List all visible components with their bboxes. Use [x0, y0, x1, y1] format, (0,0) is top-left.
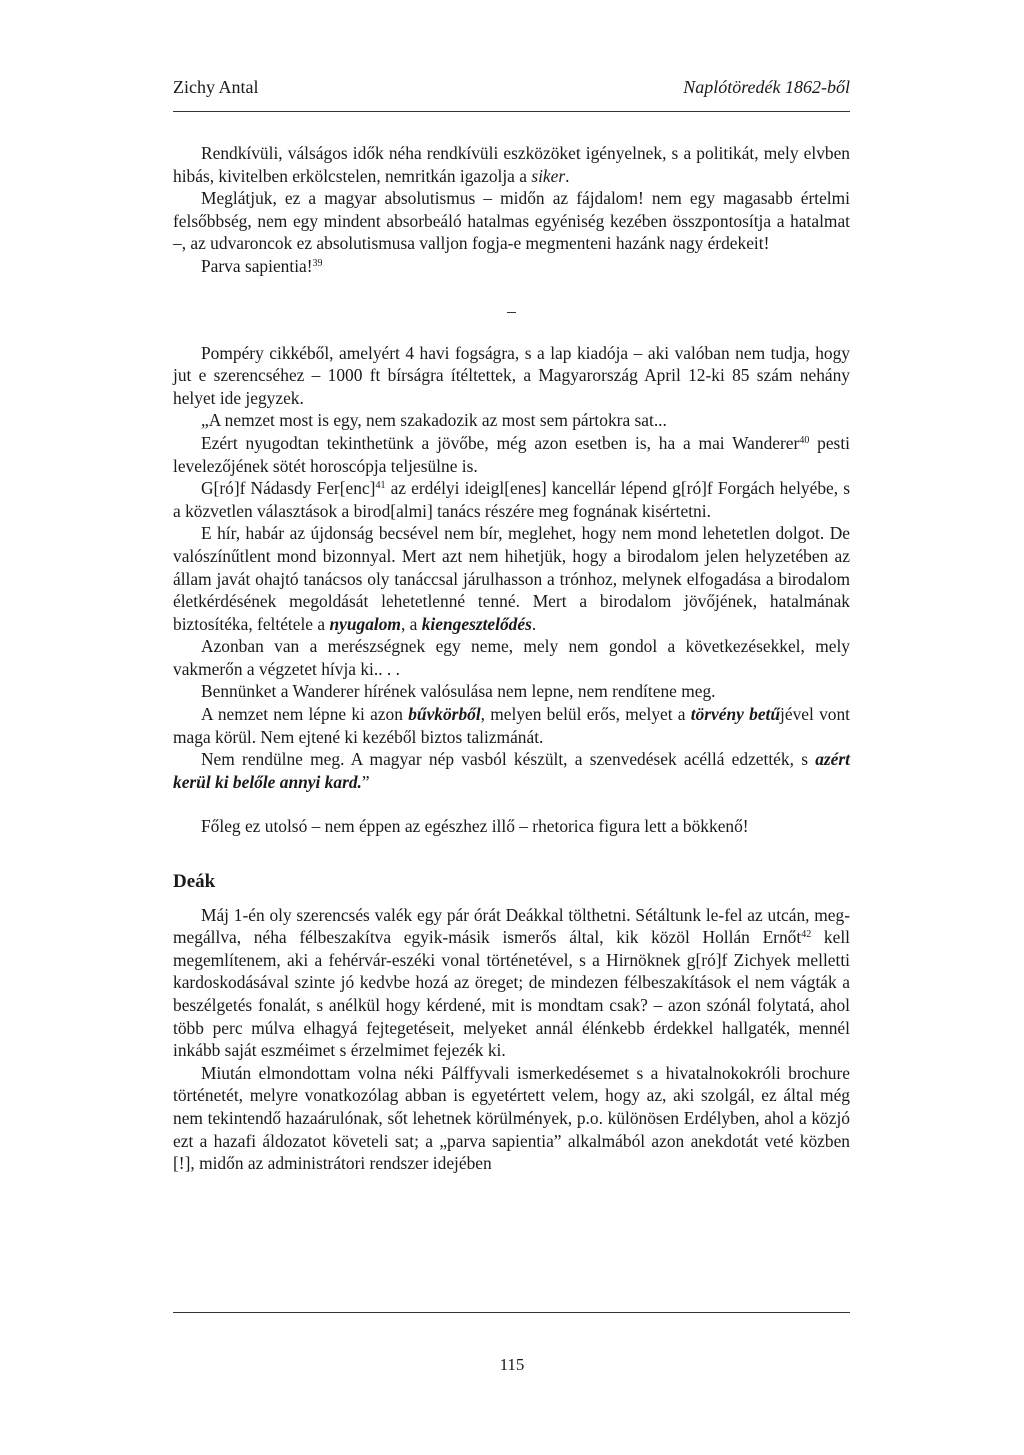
paragraph: Bennünket a Wanderer hírének valósulása nem lepne, nem rendítene meg.	[201, 681, 716, 702]
paragraph: Miután elmondottam volna néki Pálffyvali ismerkedésemet s a hivatalnokokróli brochure történetét, melyre vonatkozólag abban is egyetértett velem, hogy az, aki szolgál, ez által még nem tekintendő hazaárulónak, sőt lehetnek körülmények, p.o. különösen Erdélyben, ahol a közjó ezt a hazafi áldozatot követeli sat; a „parva sapientia” alkalmából azon anekdotát veté közben [!], midőn az administrátori rendszer idejében	[173, 1062, 850, 1174]
paragraph: Pompéry cikkéből, amelyért 4 havi fogságra, s a lap kiadója – aki valóban nem tudja, hogy jut e szerencséhez – 1000 ft bírságra ítéltettek, a Magyarország April 12-ki 85 szám nehány helyet ide jegyzek.	[173, 342, 850, 408]
header-divider	[173, 111, 850, 112]
body-text	[173, 142, 850, 1175]
paragraph: „A nemzet most is egy, nem szakadozik az most sem pártokra sat...	[201, 410, 667, 431]
paragraph: E hír, habár az újdonság becsével nem bír, meglehet, hogy nem mond lehetetlen dolgot. De valószínűtlent mond bizonnyal. Mert azt nem hihetjük, hogy a birodalom jelen helyzetében az állam javát ohajtó tanácsos oly tanáccsal járulhasson a trónhoz, melynek elfogadása a birodalom életkérdésének megoldását lehetetlenné tenné. Mert a birodalom jövőjének, hatalmának biztosítéka, feltétele a nyugalom, a kiengesztelődés.	[173, 523, 850, 634]
paragraph: Ezért nyugodtan tekinthetünk a jövőbe, még azon esetben is, ha a mai Wanderer$^{40}$ pesti levelezőjének sötét horoscópja teljesülne is.	[173, 432, 850, 476]
paragraph: A nemzet nem lépne ki azon bűvkörből, melyen belül erős, melyet a törvény betűjével vont maga körül. Nem ejtené ki kezéből biztos talizmánát.	[173, 704, 850, 747]
paragraph: Azonban van a merészségnek egy neme, mely nem gondol a következésekkel, mely vakmerőn a végzetet hívja ki.. . .	[173, 636, 850, 679]
paragraph: Máj 1-én oly szerencsés valék egy pár órát Deákkal tölthetni. Sétáltunk le-fel az utcán, meg-megállva, néha félbeszakítva egyik-másik ismerős által, kik közöl Hollán Ernőt$^{42}$ kell megemlítenem, aki a fehérvár-eszéki vonal történetével, s a Hirnöknek g[ró]f Zichyek melletti kardoskodásával szinte jó kedvbe hozá az öreget; de mindezen félbeszakítások el nem vágták a beszélgetés fonalát, s anélkül hogy kérdené, mit is mondtam csak? – azon szónál folytatá, ahol több perc múlva elhagyá fejtegetéseit, melyeket annál élénkebb érdekkel hallgaték, mennél inkább saját eszméimet s érzelmimet fejezék ki.	[173, 904, 850, 1061]
paragraph: Meglátjuk, ez a magyar absolutismus – midőn az fájdalom! nem egy magasabb értelmi felsőbbség, nem egy mindent absorbeáló hatalmas egyéniség kezében összpontosítja a hatalmat –, az udvaroncok ez absolutismusa valljon fogja-e megmenteni hazánk nagy érdekeit!	[173, 188, 850, 254]
section-heading: Deák	[173, 871, 216, 893]
footer-divider	[173, 1312, 850, 1313]
footnote-ref: 39	[312, 257, 323, 269]
footnote-ref: 40	[799, 434, 810, 446]
page-number: 115	[499, 1355, 525, 1374]
running-header-author: Zichy Antal	[173, 77, 259, 97]
paragraph: Rendkívüli, válságos idők néha rendkívüli eszközöket igényelnek, s a politikát, mely elvben hibás, kivitelben erkölcstelen, nemritkán igazolja a siker.	[173, 143, 850, 186]
footnote-ref: 41	[375, 480, 386, 492]
running-header-title: Naplótöredék 1862-ből	[683, 77, 850, 97]
paragraph: G[ró]f Nádasdy Fer[enc]$^{41}$ az erdélyi ideigl[enes] kancellár lépend g[ró]f Forgách helyébe, s a közvetlen választások a birod[almi] tanács részére meg fognának kisértetni.	[173, 478, 850, 521]
paragraph: Főleg ez utolsó – nem éppen az egészhez illő – rhetorica figura lett a bökkenő!	[201, 816, 749, 837]
section-separator: –	[507, 300, 516, 321]
paragraph: Parva sapientia!$^{39}$	[201, 255, 323, 276]
paragraph: Nem rendülne meg. A magyar nép vasból készült, a szenvedések acéllá edzették, s azért kerül ki belőle annyi kard.”	[173, 749, 850, 792]
footnote-ref: 42	[801, 929, 812, 941]
